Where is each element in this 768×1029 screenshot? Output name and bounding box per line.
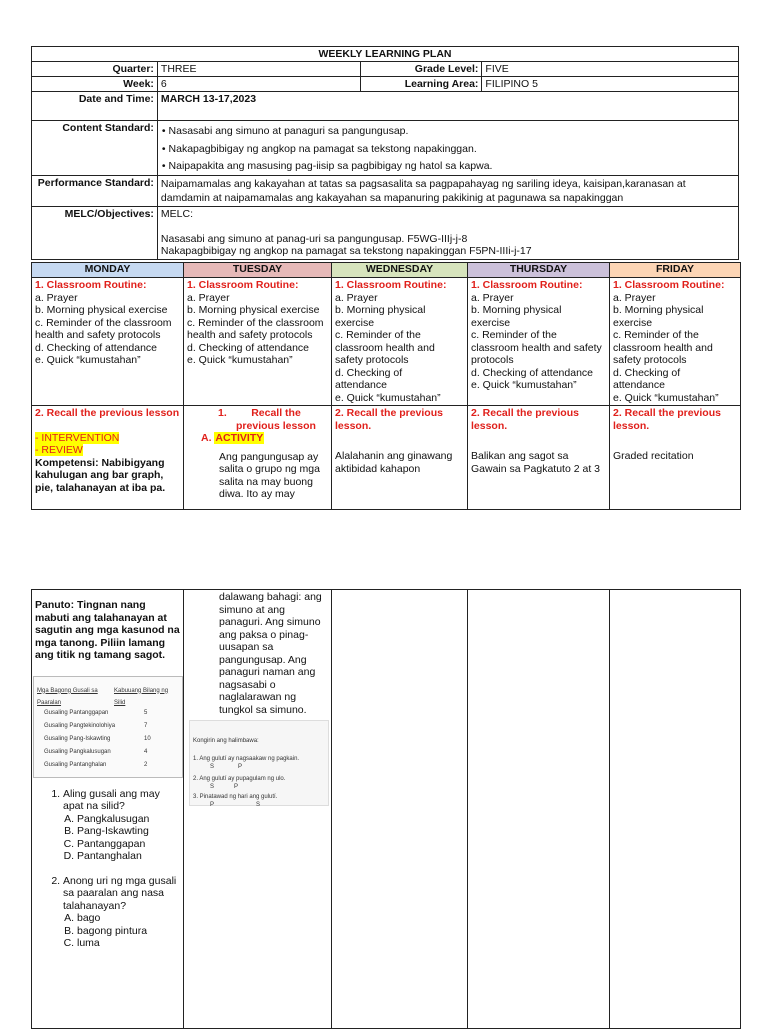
tuesday-continuation: [184, 590, 332, 1029]
learning-area-value: FILIPINO 5: [482, 77, 739, 92]
recall-thursday: [468, 406, 610, 510]
routine-item: a. Prayer: [335, 291, 378, 304]
routine-tuesday: [184, 278, 332, 406]
day-header-friday: FRIDAY: [610, 263, 741, 278]
melc-value: [157, 207, 738, 260]
routine-title: 1. Classroom Routine:: [35, 279, 147, 291]
recall-friday: [610, 406, 741, 510]
table-image-row: Gusaling Pantanghalan: [44, 761, 107, 768]
choice-item: B. Pang-Iskawting: [77, 825, 180, 838]
example-sentence: 2. Ang gulutí ay pupagulam ng ulo.: [193, 776, 286, 782]
lesson-text: Ang pangungusap ay salita o grupo ng mga salita na may buong diwa. Ito ay may: [219, 450, 320, 500]
routine-item: exercise: [613, 316, 653, 329]
week-value: 6: [157, 77, 360, 92]
recall-title: [187, 407, 328, 432]
quarter-label: Quarter:: [32, 62, 158, 77]
choice-item: A. bago: [77, 912, 180, 925]
recall-title: 2. Recall the previous lesson.: [471, 407, 579, 432]
routine-item: d. Checking of attendance: [187, 341, 310, 354]
choice-item: C. luma: [77, 937, 180, 950]
routine-item: c. Reminder of the classroom health and safety protocols: [471, 329, 602, 366]
routine-item: e. Quick “kumustahan”: [471, 379, 577, 391]
routine-item: attendance: [335, 379, 387, 391]
activity-letter: A.: [201, 432, 212, 444]
date-time-label: Date and Time:: [32, 92, 158, 121]
routine-item: c. Reminder of the classroom health and safety protocols: [613, 329, 713, 366]
routine-item: a. Prayer: [187, 291, 230, 304]
routine-item: c. Reminder of the classroom health and safety protocols: [35, 316, 172, 341]
header-table: [31, 46, 739, 260]
panuto-text: Panuto: Tingnan nang mabuti ang talahanayan at sagutin ang mga kasunod na mga tanong. Piliin lamang ang titik ng tamang sagot.: [35, 599, 180, 661]
routine-item: b. Morning physical: [471, 304, 562, 316]
routine-item: a. Prayer: [35, 291, 78, 304]
performance-standard-label: Performance Standard:: [32, 176, 158, 207]
routine-title: 1. Classroom Routine:: [613, 279, 725, 291]
recall-wednesday: [332, 406, 468, 510]
recall-number: 1.: [218, 407, 227, 419]
recall-title: 2. Recall the previous lesson: [35, 407, 180, 419]
table-image-value: 5: [144, 709, 148, 716]
choice-item: B. bagong pintura: [77, 925, 180, 938]
routine-item: exercise: [335, 316, 375, 329]
choice-item: A. Pangkalusugan: [77, 813, 180, 826]
page-title: WEEKLY LEARNING PLAN: [32, 47, 739, 62]
day-header-wednesday: WEDNESDAY: [332, 263, 468, 278]
friday-continuation: [610, 590, 741, 1029]
routine-item: exercise: [471, 316, 511, 329]
review-label: - REVIEW: [35, 444, 83, 456]
question-item: [63, 875, 180, 950]
table-image-col2: Kabuuang Bilang ng Silid: [114, 687, 169, 706]
question-item: [63, 788, 180, 863]
question-text: Anong uri ng mga gusali sa paaralan ang nasa talahanayan?: [63, 874, 177, 912]
choice-item: C. Pantanggapan: [77, 838, 180, 851]
intervention-label: - INTERVENTION: [35, 431, 120, 444]
routine-item: a. Prayer: [613, 291, 656, 304]
melc-label: MELC/Objectives:: [32, 207, 158, 260]
recall-tuesday: [184, 406, 332, 510]
melc-objective: Nasasabi ang simuno at panag-uri sa pangungusap. F5WG-IIIj-j-8: [160, 232, 468, 245]
routine-item: e. Quick “kumustahan”: [35, 354, 141, 366]
day-header-monday: MONDAY: [32, 263, 184, 278]
table-image-row: Gusaling Pangkalusugan: [44, 748, 111, 755]
choice-list: [63, 912, 180, 950]
routine-item: e. Quick “kumustahan”: [335, 391, 441, 404]
table-image-value: 10: [144, 735, 151, 742]
date-time-value: MARCH 13-17,2023: [157, 92, 738, 121]
routine-item: a. Prayer: [471, 291, 514, 304]
weekly-plan-table: [31, 262, 741, 510]
recall-monday: [32, 406, 184, 510]
question-text: Aling gusali ang may apat na silid?: [63, 787, 160, 812]
table-image-col1: Mga Bagong Gusali sa Paaralan: [37, 687, 98, 706]
monday-continuation: [32, 590, 184, 1029]
day-header-thursday: THURSDAY: [468, 263, 610, 278]
day-header-tuesday: TUESDAY: [184, 263, 332, 278]
routine-item: d. Checking of attendance: [471, 366, 594, 379]
learning-area-label: Learning Area:: [360, 77, 482, 92]
table-image-row: Gusaling Pang-Iskawting: [44, 735, 111, 742]
routine-title: 1. Classroom Routine:: [187, 279, 299, 291]
example-marker: P: [234, 784, 239, 790]
table-image-value: 4: [144, 748, 148, 755]
routine-item: d. Checking of attendance: [35, 341, 158, 354]
routine-item: attendance: [613, 379, 665, 391]
friday-text: Graded recitation: [613, 450, 694, 462]
activity-heading: [187, 432, 328, 445]
content-standard-label: Content Standard:: [32, 121, 158, 176]
example-marker: S: [210, 764, 215, 770]
data-table-image: [33, 676, 183, 778]
week-label: Week:: [32, 77, 158, 92]
example-marker: P: [238, 764, 243, 770]
quarter-value: THREE: [157, 62, 360, 77]
example-title: Kongirin ang halimbawa:: [193, 738, 259, 744]
example-marker: S: [210, 784, 215, 790]
routine-item: b. Morning physical exercise: [187, 304, 320, 316]
thursday-continuation: [468, 590, 610, 1029]
routine-wednesday: [332, 278, 468, 406]
routine-item: b. Morning physical: [335, 304, 426, 316]
recall-title: 2. Recall the previous lesson.: [613, 407, 721, 432]
routine-item: b. Morning physical exercise: [35, 304, 168, 316]
example-marker: P: [210, 802, 215, 808]
melc-title: MELC:: [160, 208, 194, 220]
performance-standard-value: Naipamamalas ang kakayahan at tatas sa pagsasalita sa pagpapahayag ng sariling ideya, kaisipan,karanasan at damdamin at naipamamalas ang kakayahan sa mapanuring pakikinig at pagunawa sa napakinggan: [157, 176, 738, 207]
choice-list: [63, 813, 180, 863]
table-image-row: Gusaling Pantanggapan: [44, 709, 109, 716]
weekly-plan-continuation: [31, 589, 741, 1029]
example-image: [189, 720, 329, 806]
lesson-text-continued: dalawang bahagi: ang simuno at ang panaguri. Ang simuno ang paksa o pinag-uusapan sa pangungusap. Ang panaguri naman ang nagsasabi o naglalarawan ng tungkol sa simuno.: [219, 591, 322, 716]
activity-label: ACTIVITY: [215, 432, 264, 444]
table-image-row: Gusaling Pangtekinolohiya: [44, 722, 116, 729]
table-image-value: 2: [144, 761, 148, 768]
routine-item: e. Quick “kumustahan”: [187, 354, 293, 366]
routine-item: b. Morning physical: [613, 304, 704, 316]
example-marker: S: [256, 802, 261, 808]
example-sentence: 1. Ang gulutí ay nagsaakaw ng pagkain.: [193, 756, 300, 762]
kompetensi-text: Kompetensi: Nabibigyang kahulugan ang bar graph, pie, talahanayan at iba pa.: [35, 456, 166, 494]
example-sentence: 3. Pinatawad ng hari ang gulutí.: [193, 794, 278, 800]
routine-item: d. Checking of: [613, 366, 681, 379]
table-image-value: 7: [144, 722, 148, 729]
routine-monday: [32, 278, 184, 406]
routine-item: c. Reminder of the classroom health and safety protocols: [335, 329, 435, 366]
routine-friday: [610, 278, 741, 406]
routine-item: e. Quick “kumustahan”: [613, 391, 719, 404]
routine-thursday: [468, 278, 610, 406]
recall-text: Recall the previous lesson: [236, 407, 316, 432]
routine-item: c. Reminder of the classroom health and safety protocols: [187, 316, 324, 341]
routine-title: 1. Classroom Routine:: [335, 279, 447, 291]
choice-item: D. Pantanghalan: [77, 850, 180, 863]
content-standard-item: • Naipapakita ang masusing pag-iisip sa pagbibigay ng hatol sa kapwa.: [161, 160, 493, 172]
thursday-text: Balikan ang sagot sa Gawain sa Pagkatuto 2 at 3: [471, 450, 600, 475]
melc-objective: Nakapagbibigay ng angkop na pamagat sa tekstong napakinggan F5PN-IIIi-j-17: [160, 245, 532, 257]
routine-title: 1. Classroom Routine:: [471, 279, 583, 291]
routine-item: d. Checking of: [335, 366, 403, 379]
wednesday-text: Alalahanin ang ginawang aktibidad kahapon: [335, 450, 453, 475]
grade-level-label: Grade Level:: [360, 62, 482, 77]
question-list: [35, 788, 180, 950]
recall-title: 2. Recall the previous lesson.: [335, 407, 443, 432]
wednesday-continuation: [332, 590, 468, 1029]
content-standard-value: [157, 121, 738, 176]
content-standard-item: • Nasasabi ang simuno at panaguri sa pangungusap.: [161, 125, 409, 137]
content-standard-item: • Nakapagbibigay ng angkop na pamagat sa tekstong napakinggan.: [161, 143, 477, 155]
grade-level-value: FIVE: [482, 62, 739, 77]
